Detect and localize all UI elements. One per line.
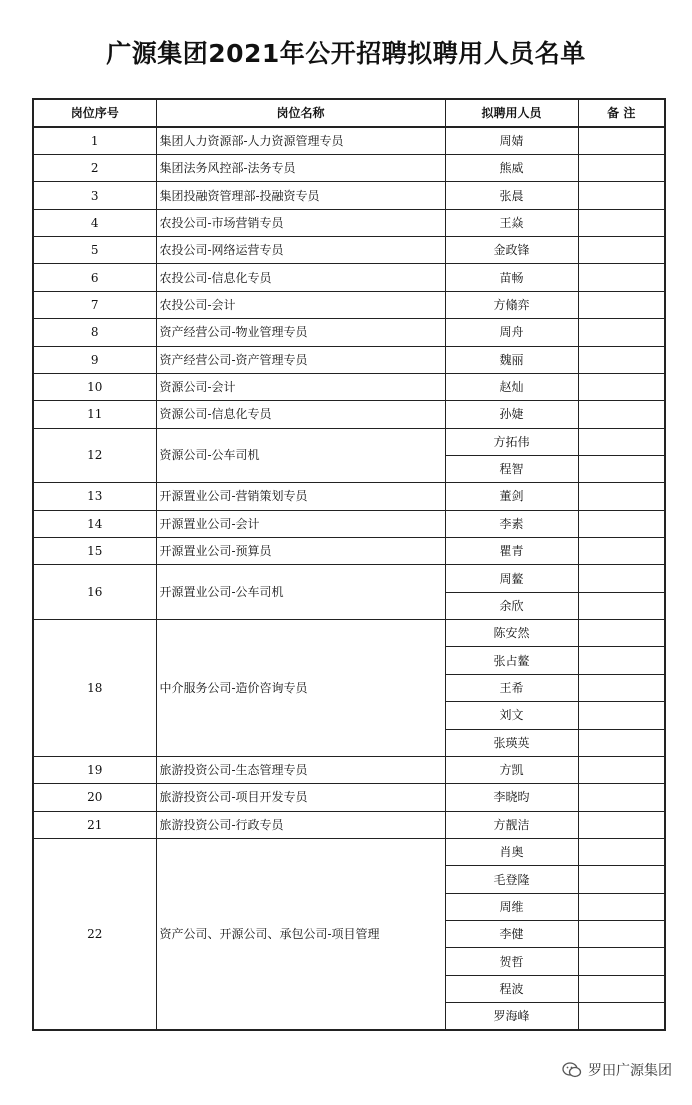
cell-position: 农投公司-信息化专员 [156, 264, 445, 291]
table-row [33, 510, 665, 537]
table-row [33, 155, 665, 182]
cell-position: 集团投融资管理部-投融资专员 [156, 182, 445, 209]
cell-position: 集团法务风控部-法务专员 [156, 155, 445, 182]
cell-remark [578, 893, 665, 920]
cell-person: 董剑 [445, 483, 578, 510]
cell-position: 资产经营公司-物业管理专员 [156, 319, 445, 346]
table-row [33, 182, 665, 209]
cell-position: 开源置业公司-预算员 [156, 538, 445, 565]
cell-position: 资产经营公司-资产管理专员 [156, 346, 445, 373]
cell-seq: 4 [33, 209, 156, 236]
cell-seq: 5 [33, 237, 156, 264]
cell-person: 王希 [445, 674, 578, 701]
cell-person: 程智 [445, 455, 578, 482]
cell-position: 资源公司-公车司机 [156, 428, 445, 483]
cell-position: 集团人力资源部-人力资源管理专员 [156, 127, 445, 155]
table-row [33, 756, 665, 783]
watermark-text: 罗田广源集团 [588, 1063, 672, 1079]
cell-person: 贺哲 [445, 948, 578, 975]
cell-position: 资产公司、开源公司、承包公司-项目管理 [156, 838, 445, 1030]
cell-remark [578, 182, 665, 209]
table-row [33, 264, 665, 291]
cell-seq: 7 [33, 291, 156, 318]
cell-remark [578, 401, 665, 428]
cell-remark [578, 702, 665, 729]
cell-seq: 12 [33, 428, 156, 483]
table-row [33, 127, 665, 155]
table-row [33, 784, 665, 811]
cell-position: 开源置业公司-会计 [156, 510, 445, 537]
cell-seq: 14 [33, 510, 156, 537]
cell-remark [578, 756, 665, 783]
cell-person: 刘文 [445, 702, 578, 729]
cell-remark [578, 592, 665, 619]
cell-position: 农投公司-会计 [156, 291, 445, 318]
cell-remark [578, 209, 665, 236]
cell-seq: 21 [33, 811, 156, 838]
page-title: 广源集团2021年公开招聘拟聘用人员名单 [106, 39, 586, 68]
table-row [33, 620, 665, 647]
cell-person: 周舟 [445, 319, 578, 346]
cell-seq: 8 [33, 319, 156, 346]
cell-person: 罗海峰 [445, 1003, 578, 1031]
watermark [562, 1060, 672, 1080]
cell-seq: 1 [33, 127, 156, 155]
cell-person: 李健 [445, 921, 578, 948]
cell-person: 李晓昀 [445, 784, 578, 811]
cell-person: 金政锋 [445, 237, 578, 264]
cell-seq: 22 [33, 838, 156, 1030]
cell-person: 陈安然 [445, 620, 578, 647]
cell-person: 李素 [445, 510, 578, 537]
table-row [33, 346, 665, 373]
cell-remark [578, 483, 665, 510]
cell-remark [578, 373, 665, 400]
cell-position: 开源置业公司-公车司机 [156, 565, 445, 620]
cell-remark [578, 155, 665, 182]
cell-person: 方翛弈 [445, 291, 578, 318]
cell-person: 周维 [445, 893, 578, 920]
cell-person: 熊威 [445, 155, 578, 182]
table-row [33, 401, 665, 428]
cell-seq: 15 [33, 538, 156, 565]
cell-seq: 11 [33, 401, 156, 428]
cell-person: 王焱 [445, 209, 578, 236]
cell-remark [578, 291, 665, 318]
cell-remark [578, 975, 665, 1002]
cell-seq: 6 [33, 264, 156, 291]
cell-remark [578, 565, 665, 592]
cell-position: 农投公司-市场营销专员 [156, 209, 445, 236]
cell-remark [578, 647, 665, 674]
cell-person: 余欣 [445, 592, 578, 619]
cell-remark [578, 838, 665, 865]
table-row [33, 291, 665, 318]
cell-remark [578, 538, 665, 565]
cell-person: 张占鳌 [445, 647, 578, 674]
cell-remark [578, 921, 665, 948]
cell-person: 方凯 [445, 756, 578, 783]
cell-remark [578, 674, 665, 701]
cell-person: 瞿青 [445, 538, 578, 565]
table-row [33, 565, 665, 592]
cell-position: 旅游投资公司-行政专员 [156, 811, 445, 838]
cell-seq: 19 [33, 756, 156, 783]
cell-seq: 10 [33, 373, 156, 400]
table-row [33, 373, 665, 400]
cell-position: 旅游投资公司-项目开发专员 [156, 784, 445, 811]
cell-remark [578, 620, 665, 647]
table-row [33, 237, 665, 264]
cell-position: 开源置业公司-营销策划专员 [156, 483, 445, 510]
cell-person: 周婧 [445, 127, 578, 155]
cell-person: 苗畅 [445, 264, 578, 291]
cell-seq: 20 [33, 784, 156, 811]
cell-person: 张瑛英 [445, 729, 578, 756]
table-body [33, 127, 665, 1030]
table-row [33, 428, 665, 455]
cell-person: 肖奥 [445, 838, 578, 865]
cell-remark [578, 346, 665, 373]
cell-remark [578, 428, 665, 455]
table-row [33, 483, 665, 510]
cell-position: 农投公司-网络运营专员 [156, 237, 445, 264]
cell-person: 张晨 [445, 182, 578, 209]
cell-seq: 18 [33, 620, 156, 757]
cell-person: 程波 [445, 975, 578, 1002]
cell-seq: 13 [33, 483, 156, 510]
cell-remark [578, 127, 665, 155]
cell-remark [578, 1003, 665, 1031]
cell-position: 中介服务公司-造价咨询专员 [156, 620, 445, 757]
cell-seq: 2 [33, 155, 156, 182]
cell-person: 孙婕 [445, 401, 578, 428]
cell-person: 周鳌 [445, 565, 578, 592]
cell-remark [578, 866, 665, 893]
header-remark: 备 注 [578, 99, 665, 127]
cell-person: 赵灿 [445, 373, 578, 400]
cell-remark [578, 948, 665, 975]
table-row [33, 838, 665, 865]
hiring-table [32, 98, 666, 1031]
cell-remark [578, 237, 665, 264]
cell-person: 毛登隆 [445, 866, 578, 893]
cell-person: 魏丽 [445, 346, 578, 373]
table-row [33, 319, 665, 346]
cell-remark [578, 319, 665, 346]
cell-position: 资源公司-信息化专员 [156, 401, 445, 428]
cell-position: 旅游投资公司-生态管理专员 [156, 756, 445, 783]
header-position: 岗位名称 [156, 99, 445, 127]
table-row [33, 538, 665, 565]
cell-remark [578, 729, 665, 756]
cell-remark [578, 784, 665, 811]
table-header-row [33, 99, 665, 127]
cell-seq: 3 [33, 182, 156, 209]
cell-position: 资源公司-会计 [156, 373, 445, 400]
cell-seq: 16 [33, 565, 156, 620]
cell-person: 方拓伟 [445, 428, 578, 455]
header-person: 拟聘用人员 [445, 99, 578, 127]
cell-remark [578, 510, 665, 537]
wechat-official-account-icon [562, 1061, 582, 1079]
table-row [33, 811, 665, 838]
cell-remark [578, 264, 665, 291]
header-seq: 岗位序号 [33, 99, 156, 127]
cell-remark [578, 455, 665, 482]
cell-person: 方靓洁 [445, 811, 578, 838]
cell-remark [578, 811, 665, 838]
table-row [33, 209, 665, 236]
cell-seq: 9 [33, 346, 156, 373]
